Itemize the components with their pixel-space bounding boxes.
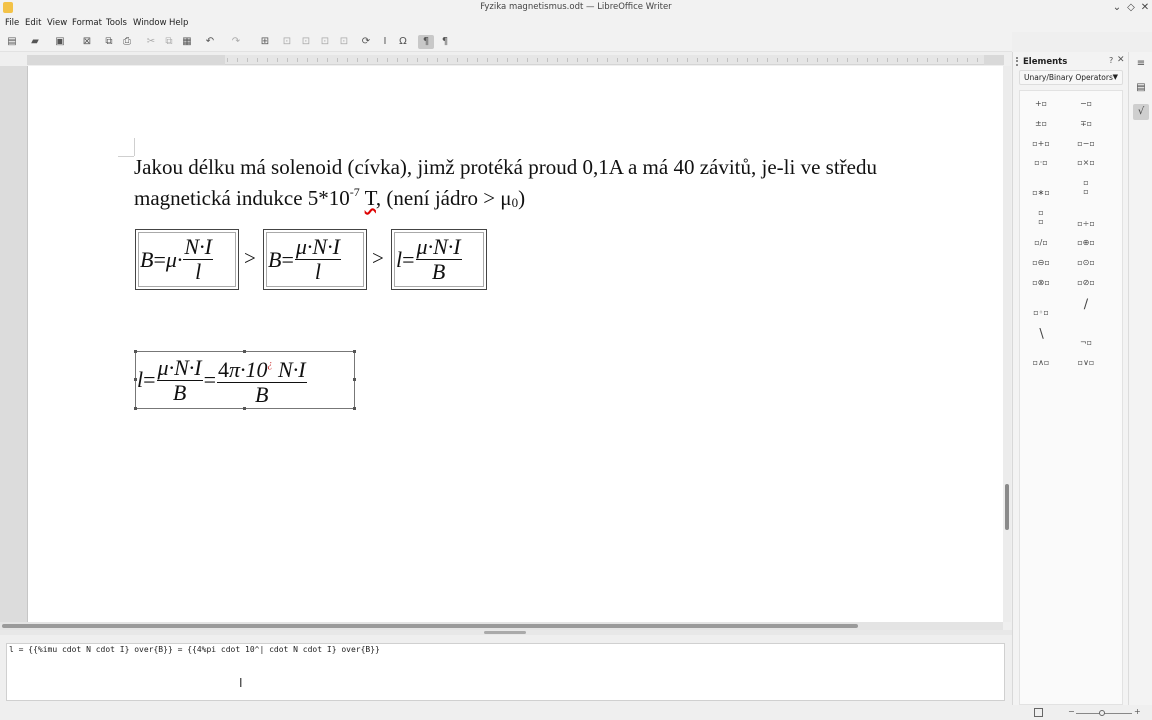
title-bar xyxy=(0,0,1152,16)
close-window-icon[interactable]: ✕ xyxy=(1140,2,1150,13)
element-plus[interactable]: +▫ xyxy=(1034,99,1048,108)
formula-object-2[interactable]: B = $\frac{\mu\cdot N\cdot I}{l}$ xyxy=(263,229,367,290)
redo-icon[interactable]: ↷ xyxy=(231,36,241,47)
window-title: Fyzika magnetismus.odt — LibreOffice Writer xyxy=(480,2,672,12)
greater-than-sign: > xyxy=(244,246,256,270)
element-boolean-and[interactable]: ▫∧▫ xyxy=(1032,358,1050,367)
properties-icon[interactable]: ▤ xyxy=(1136,82,1146,93)
save-status-icon[interactable] xyxy=(1034,708,1043,717)
horizontal-ruler[interactable] xyxy=(27,55,1004,65)
elements-icon[interactable]: √ xyxy=(1133,104,1149,120)
document-area xyxy=(0,66,1003,622)
menu-file[interactable]: File xyxy=(5,18,20,28)
save-icon[interactable]: ▣ xyxy=(55,36,65,47)
chevron-down-icon: ▼ xyxy=(1112,73,1118,81)
help-icon[interactable]: ? xyxy=(1109,56,1114,65)
selection-handle[interactable] xyxy=(353,350,356,353)
greater-than-sign: > xyxy=(372,246,384,270)
placeholder-marker: ¿ xyxy=(267,359,273,370)
insert-chart-icon[interactable]: ⊡ xyxy=(339,36,349,47)
close-sidebar-icon[interactable]: ✕ xyxy=(1117,55,1125,65)
paragraph-line-2[interactable]: magnetická indukce $5*10^{-7}$ T, (není jádro > $\mu_0$) xyxy=(134,185,526,210)
menu-bar xyxy=(0,16,1152,32)
vertical-scrollbar[interactable] xyxy=(1003,66,1011,622)
export-pdf-icon[interactable]: ⊠ xyxy=(82,36,92,47)
text-boundary xyxy=(134,138,135,156)
formula-command-editor[interactable] xyxy=(6,643,1005,701)
drag-handle-icon[interactable] xyxy=(1016,57,1018,66)
undo-icon[interactable]: ↶ xyxy=(205,36,215,47)
elements-category-select[interactable]: Unary/Binary Operators ▼ xyxy=(1019,70,1123,85)
menu-icon[interactable]: ≡ xyxy=(1136,58,1146,69)
text-boundary xyxy=(118,156,134,157)
zoom-icon[interactable]: ⊞ xyxy=(260,36,270,47)
element-minus-plus[interactable]: ∓▫ xyxy=(1079,119,1093,128)
element-boolean-not[interactable]: ¬▫ xyxy=(1079,338,1093,347)
status-bar xyxy=(0,705,1152,720)
element-ring-operator[interactable]: ▫◦▫ xyxy=(1033,308,1049,317)
export-direct-icon[interactable]: ⧉ xyxy=(105,36,113,47)
element-circled-slash[interactable]: ▫⊘▫ xyxy=(1077,278,1095,287)
element-addition[interactable]: ▫+▫ xyxy=(1032,139,1050,148)
formula-object-3[interactable]: l = $\frac{\mu\cdot N\cdot I}{B}$ xyxy=(391,229,487,290)
formula-command-text: l = {{%imu cdot N cdot I} over{B}} = {{4%pi cdot 10^| cdot N cdot I} over{B}} xyxy=(9,645,380,654)
elements-grid xyxy=(1019,90,1123,705)
paste-icon[interactable]: ▦ xyxy=(182,36,192,47)
new-document-icon[interactable]: ▤ xyxy=(7,36,17,47)
maximize-icon[interactable]: ◇ xyxy=(1127,2,1135,13)
rotate-icon[interactable]: ⟳ xyxy=(361,36,371,47)
menu-format[interactable]: Format xyxy=(72,18,102,28)
horizontal-scrollbar[interactable] xyxy=(0,622,1003,630)
sidebar-tab-bar xyxy=(1128,52,1152,705)
element-circled-plus[interactable]: ▫⊕▫ xyxy=(1077,238,1095,247)
text-cursor-icon: I xyxy=(239,676,243,690)
selection-handle[interactable] xyxy=(134,350,137,353)
formatting-marks-icon[interactable]: ¶ xyxy=(418,35,434,49)
zoom-slider[interactable] xyxy=(1068,708,1140,718)
menu-view[interactable]: View xyxy=(47,18,68,28)
element-circled-times[interactable]: ▫⊗▫ xyxy=(1032,278,1050,287)
element-division[interactable]: ▫÷▫ xyxy=(1077,219,1095,228)
zoom-out-icon: − xyxy=(1068,707,1075,716)
selection-handle[interactable] xyxy=(353,407,356,410)
selection-handle[interactable] xyxy=(134,407,137,410)
omega-icon[interactable]: Ω xyxy=(399,36,407,47)
selection-handle[interactable] xyxy=(243,407,246,410)
formula-object-1[interactable]: B = μ· $\frac{N\cdot I}{l}$ xyxy=(135,229,239,290)
menu-tools[interactable]: Tools xyxy=(106,18,127,28)
spellcheck-underline: T xyxy=(364,186,376,210)
open-icon[interactable]: ▰ xyxy=(31,36,39,47)
element-boolean-or[interactable]: ▫∨▫ xyxy=(1077,358,1095,367)
element-times[interactable]: ▫×▫ xyxy=(1077,158,1095,167)
zoom-in-icon: + xyxy=(1134,707,1141,716)
element-plus-minus[interactable]: ±▫ xyxy=(1034,119,1048,128)
element-circled-minus[interactable]: ▫⊖▫ xyxy=(1032,258,1050,267)
navigator-icon[interactable]: ¶ xyxy=(441,36,449,47)
menu-edit[interactable]: Edit xyxy=(25,18,42,28)
standard-toolbar xyxy=(0,32,1012,52)
zoom-knob[interactable] xyxy=(1099,710,1105,716)
elements-sidebar xyxy=(1012,52,1128,705)
element-minus[interactable]: −▫ xyxy=(1079,99,1093,108)
print-icon[interactable]: ⎙ xyxy=(123,36,131,47)
menu-window[interactable]: Window xyxy=(133,18,167,28)
cut-icon[interactable]: ✂ xyxy=(146,36,156,47)
element-subtraction[interactable]: ▫−▫ xyxy=(1077,139,1095,148)
sidebar-title: Elements xyxy=(1023,57,1068,67)
element-fraction[interactable]: ▫ ▫ xyxy=(1083,178,1089,196)
element-wide-backslash[interactable]: ∖ xyxy=(1036,327,1046,342)
formula-editor-splitter[interactable] xyxy=(0,630,1012,635)
element-asterisk[interactable]: ▫∗▫ xyxy=(1032,188,1050,197)
element-slash[interactable]: ▫/▫ xyxy=(1034,238,1048,247)
formula-icon[interactable]: ⊡ xyxy=(282,36,292,47)
element-wide-fraction[interactable]: ▫ ▫ xyxy=(1038,208,1044,226)
text-cursor-icon[interactable]: I xyxy=(383,36,387,47)
paragraph-line-1[interactable]: Jakou délku má solenoid (cívka), jimž protéká proud 0,1A a má 40 závitů, je-li ve středu xyxy=(134,155,877,179)
element-cdot[interactable]: ▫·▫ xyxy=(1034,158,1048,167)
clone-icon[interactable]: ⊡ xyxy=(320,36,330,47)
copy-icon[interactable]: ⧉ xyxy=(165,36,173,47)
selection-handle[interactable] xyxy=(134,378,137,381)
document-page[interactable] xyxy=(27,66,1003,622)
paste-special-icon[interactable]: ⊡ xyxy=(301,36,311,47)
element-wide-slash[interactable]: ∕ xyxy=(1083,297,1089,312)
selection-handle[interactable] xyxy=(243,350,246,353)
menu-help[interactable]: Help xyxy=(169,18,189,28)
selection-handle[interactable] xyxy=(353,378,356,381)
formula-object-selected[interactable]: l = $\frac{\mu\cdot N\cdot I}{B}$ = $\frac{4\pi\cdot 10^¿ N\cdot I}{B}$ xyxy=(135,351,355,409)
element-circled-dot[interactable]: ▫⊙▫ xyxy=(1077,258,1095,267)
minimize-icon[interactable]: ⌄ xyxy=(1112,2,1122,13)
